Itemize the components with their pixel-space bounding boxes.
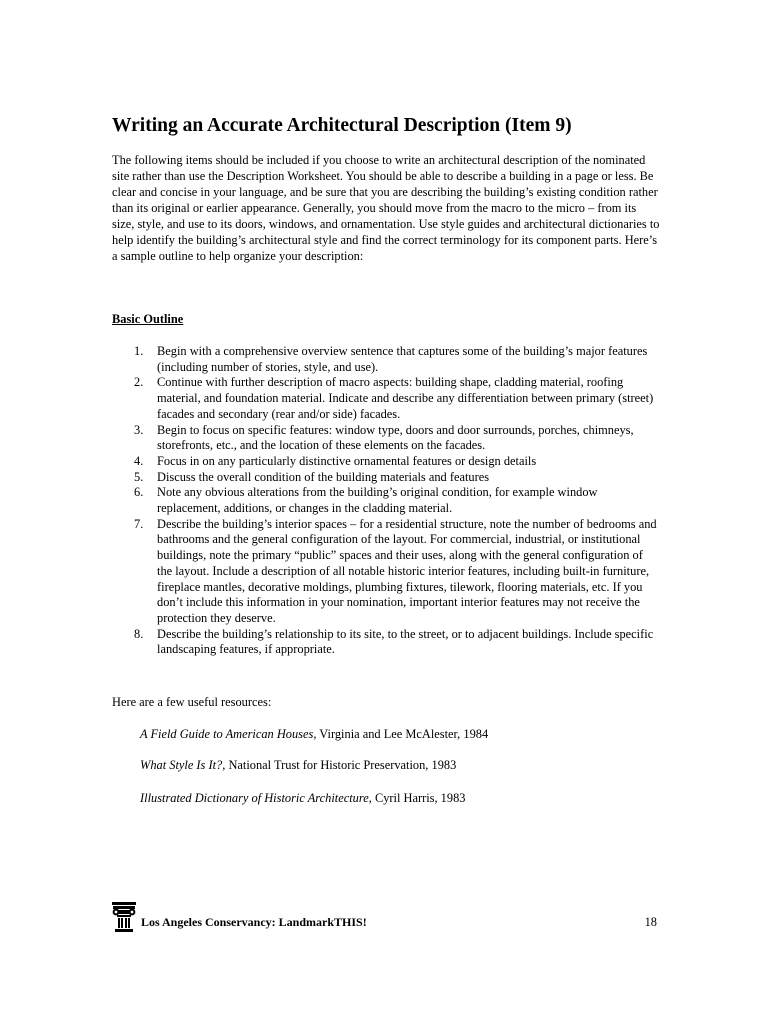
- outline-item-number: 8.: [134, 626, 144, 641]
- outline-item-number: 3.: [134, 422, 144, 437]
- outline-item-number: 1.: [134, 344, 144, 358]
- intro-paragraph: The following items should be included if you choose to write an architectural description of the nominated site rather than use the Description Worksheet. You should be able to describe a building in a page or less. Be clear and concise in your language, and be sure that you are describing the building’s existing condition rather than its original or earlier appearance. Generally, you should move from the macro to the micro – from its size, style, and use to its doors, windows, and ornamentation. Use style guides and architectural dictionaries to help identify the building’s architectural style and find the correct terminology for its component parts. Here’s a sample outline to help organize your description:: [112, 153, 660, 263]
- outline-item-text: Begin to focus on specific features: window type, doors and door surrounds, porches, chimneys, storefronts, etc., and the location of these elements on the facades.: [157, 422, 634, 453]
- page-number: 18: [644, 915, 657, 929]
- outline-item-text: Discuss the overall condition of the building materials and features: [157, 469, 490, 484]
- outline-item-text: Note any obvious alterations from the building’s original condition, for example window replacement, additions, or changes in the cladding material.: [157, 485, 598, 516]
- resource-title: Illustrated Dictionary of Historic Architecture: [140, 791, 369, 805]
- outline-item-number: 7.: [134, 516, 144, 531]
- footer-organization: Los Angeles Conservancy: LandmarkTHIS!: [141, 915, 367, 929]
- ionic-column-capital-icon: [112, 902, 136, 932]
- resource-details: , Cyril Harris, 1983: [368, 791, 466, 805]
- outline-item-number: 2.: [134, 375, 144, 390]
- resources-intro: Here are a few useful resources:: [112, 695, 272, 709]
- outline-item-number: 5.: [134, 469, 144, 484]
- outline-item-text: Describe the building’s relationship to its site, to the street, or to adjacent buildings. Include specific landscaping features, if appropriate.: [157, 626, 654, 657]
- outline-item-number: 6.: [134, 485, 144, 500]
- outline-item: [112, 454, 660, 470]
- outline-item-text: Describe the building’s interior spaces – for a residential structure, note the number of bedrooms and bathrooms and the general configuration of the layout. For commercial, industrial, or institutional buildings, note the primary “public” spaces and their uses, along with the general configuration of the layout. Include a description of all notable historic interior features, including built-in furniture, fireplace mantles, decorative moldings, plumbing fixtures, tilework, flooring materials, etc. If you don’t include this information in your nomination, important interior features may not receive the protection they deserve.: [157, 516, 657, 625]
- outline-heading: Basic Outline: [112, 312, 184, 326]
- outline-item-text: Begin with a comprehensive overview sentence that captures some of the building’s major features (including number of stories, style, and use).: [157, 344, 648, 374]
- outline-item-text: Focus in on any particularly distinctive ornamental features or design details: [157, 453, 537, 468]
- outline-item: [112, 627, 660, 658]
- outline-item: [112, 470, 660, 486]
- outline-item: [112, 423, 660, 454]
- resource-item: [140, 726, 660, 742]
- outline-item: [112, 375, 660, 422]
- resource-title: What Style Is It?: [140, 758, 223, 772]
- outline-item: [112, 344, 660, 375]
- outline-list: [112, 344, 660, 658]
- resource-details: Virginia and Lee McAlester, 1984: [316, 727, 489, 741]
- resource-item: [140, 757, 660, 773]
- resource-title: A Field Guide to American Houses,: [140, 727, 317, 741]
- outline-item-text: Continue with further description of macro aspects: building shape, cladding material, roofing material, and foundation material. Indicate and describe any differentiation between primary (street) facades and secondary (rear and/or side) facades.: [157, 375, 654, 421]
- resource-item: [140, 790, 660, 806]
- resource-details: , National Trust for Historic Preservation, 1983: [222, 758, 457, 772]
- outline-item: [112, 485, 660, 516]
- page-footer: [112, 902, 657, 932]
- outline-item: [112, 517, 660, 627]
- outline-item-number: 4.: [134, 453, 144, 468]
- page-title: Writing an Accurate Architectural Description (Item 9): [112, 115, 572, 136]
